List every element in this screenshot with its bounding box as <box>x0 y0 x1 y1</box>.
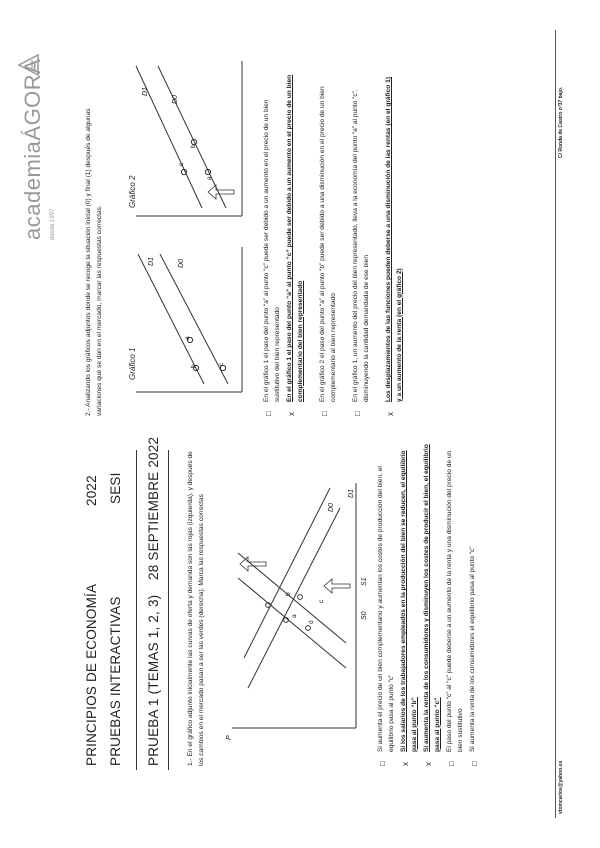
q2-option2-mark[interactable]: x <box>287 412 296 416</box>
q2-option2-text: En el gráfico 1 el paso del punto “a” al punto “c” puede ser debido a un aumento en el precio de un bien complementario del bien representado <box>286 74 304 402</box>
q1-option3-text: Si aumenta la renta de los consumidores y disminuyen los costes de producir el bien, el equilibrio pasa al punto “c” <box>423 444 441 752</box>
logo-word-academia: academia <box>20 140 45 240</box>
question1-supply-demand-graph <box>228 478 363 738</box>
q1-s0-label: S0 <box>361 611 368 620</box>
q1-point-d <box>306 626 311 631</box>
g1-point-c <box>218 362 225 370</box>
q1-option1-text: Si aumenta el precio de un bien complementario y aumentan los costes de producción del bien, el equilibrio pasa al punto “c” <box>377 466 395 752</box>
course-subtitle: PRUEBAS INTERACTIVAS <box>108 596 123 766</box>
year-label: 2022 <box>84 475 99 506</box>
q2-option5-mark[interactable]: x <box>386 412 395 416</box>
g2-c-label: c <box>178 162 185 166</box>
header-rule-2 <box>168 450 169 770</box>
q1-d-label: d <box>308 620 315 624</box>
header-rule <box>136 450 137 770</box>
q2-option4-mark[interactable]: □ <box>353 411 362 416</box>
g2-a-label: a <box>206 176 213 180</box>
q1-demand-d1 <box>244 488 330 658</box>
test-date: 28 SEPTIEMBRE 2022 <box>146 436 161 580</box>
g1-a-label: a <box>184 336 191 340</box>
q1-d0-label: D0 <box>328 503 335 512</box>
q2-option3-mark[interactable]: □ <box>320 411 329 416</box>
course-title: PRINCIPIOS DE ECONOMÍA <box>84 583 99 766</box>
q2-option4-text: En el gráfico 1, un aumento del precio del bien representado, lleva a la economía del punto “a” al punto “c”, disminuyendo la cantidad demandada de ese bien <box>352 89 370 402</box>
q1-option2-text: Si los salarios de los trabajadores empleados en la producción del bien se reducen, el equilibrio pasa al punto “b” <box>400 450 418 752</box>
q1-option2-mark[interactable]: x <box>401 762 410 766</box>
q1-option5-text: Si aumenta la renta de los consumidores el equilibrio pasa al punto “c” <box>469 546 476 752</box>
q1-option3-mark[interactable]: x <box>424 762 433 766</box>
q1-up-arrow-icon <box>324 579 350 593</box>
q2-option1-text: En el gráfico 1 el paso del punto “a” al punto “c” puede ser debido a un aumento en el precio de un bien sustitutivo del bien representado <box>263 99 281 402</box>
q1-option1-mark[interactable]: □ <box>378 761 387 766</box>
g2-d1-label: D1 <box>142 87 149 96</box>
logo-emblem-icon <box>16 52 40 78</box>
q1-up-arrow-icon-2 <box>240 557 266 571</box>
q1-s1-label: S1 <box>361 577 368 586</box>
q1-point-b <box>298 595 303 600</box>
q1-b-label: b <box>285 592 292 596</box>
q1-option4-text: El paso del punto “c” al “c” puede deberse a un aumento de la renta y una disminución del precio de un bien sustitutivo <box>446 450 464 752</box>
graph1 <box>130 242 250 402</box>
q1-supply-s1 <box>238 553 346 643</box>
q1-option4-mark[interactable]: □ <box>447 761 456 766</box>
footer-address: C/ Ronda de Castro nº37 bajo. <box>558 86 564 158</box>
logo-tagline: desde 1997 <box>50 208 56 240</box>
g2-b-label: b <box>190 144 197 148</box>
graph1-title: Gráfico 1 <box>128 347 137 380</box>
g1-b-label: b <box>190 364 197 368</box>
q2-option5-text: Los desplazamientos de las funciones pueden deberse a una disminución de las rentas (en el gráfico 1) y a un aumento de la renta (en el gráfico 2) <box>385 76 403 402</box>
graph2-title: Gráfico 2 <box>128 175 137 208</box>
q2-option3-text: En el gráfico 2 el paso del punto “a” al punto “b” puede ser debido a una disminución en el precio de un bien complementario al bien representado <box>319 86 337 402</box>
question2-prompt: 2.- Analizando los gráficos adjuntos donde se recoge la situación inicial (0) y final (1) después de algunas variaciones que se dan en el mercado, marcar las respuestas correctas. <box>85 108 103 416</box>
footer-email: vtomcarlos@yahoo.es <box>558 760 564 814</box>
g2-d0-label: D0 <box>172 95 179 104</box>
test-title: PRUEBA 1 (TEMAS 1, 2, 3) <box>146 594 161 766</box>
logo-word-agora: ÁGORA <box>20 58 45 141</box>
q1-d1-label: D1 <box>348 489 355 498</box>
g1-d1-label: D1 <box>148 257 155 266</box>
academia-agora-logo <box>20 59 46 240</box>
question1-prompt: 1.- En el gráfico adjunto inicialmente las curvas de oferta y demanda son las rojas (izquierda), y después de los cambios en el mercado pasan a ser las verdes (derecha). Marca las respuestas correctas <box>187 451 205 766</box>
g1-c-label: c <box>218 362 225 366</box>
q2-option1-mark[interactable]: □ <box>264 411 273 416</box>
q1-a-label: a <box>291 614 298 618</box>
footer-rule <box>555 30 556 818</box>
graph2 <box>130 56 250 226</box>
q1-c-label: c <box>318 599 325 603</box>
q1-p-label: P <box>226 735 233 740</box>
g1-d0-label: D0 <box>178 259 185 268</box>
group-label: SESI <box>108 472 123 504</box>
q1-option5-mark[interactable]: □ <box>470 761 479 766</box>
